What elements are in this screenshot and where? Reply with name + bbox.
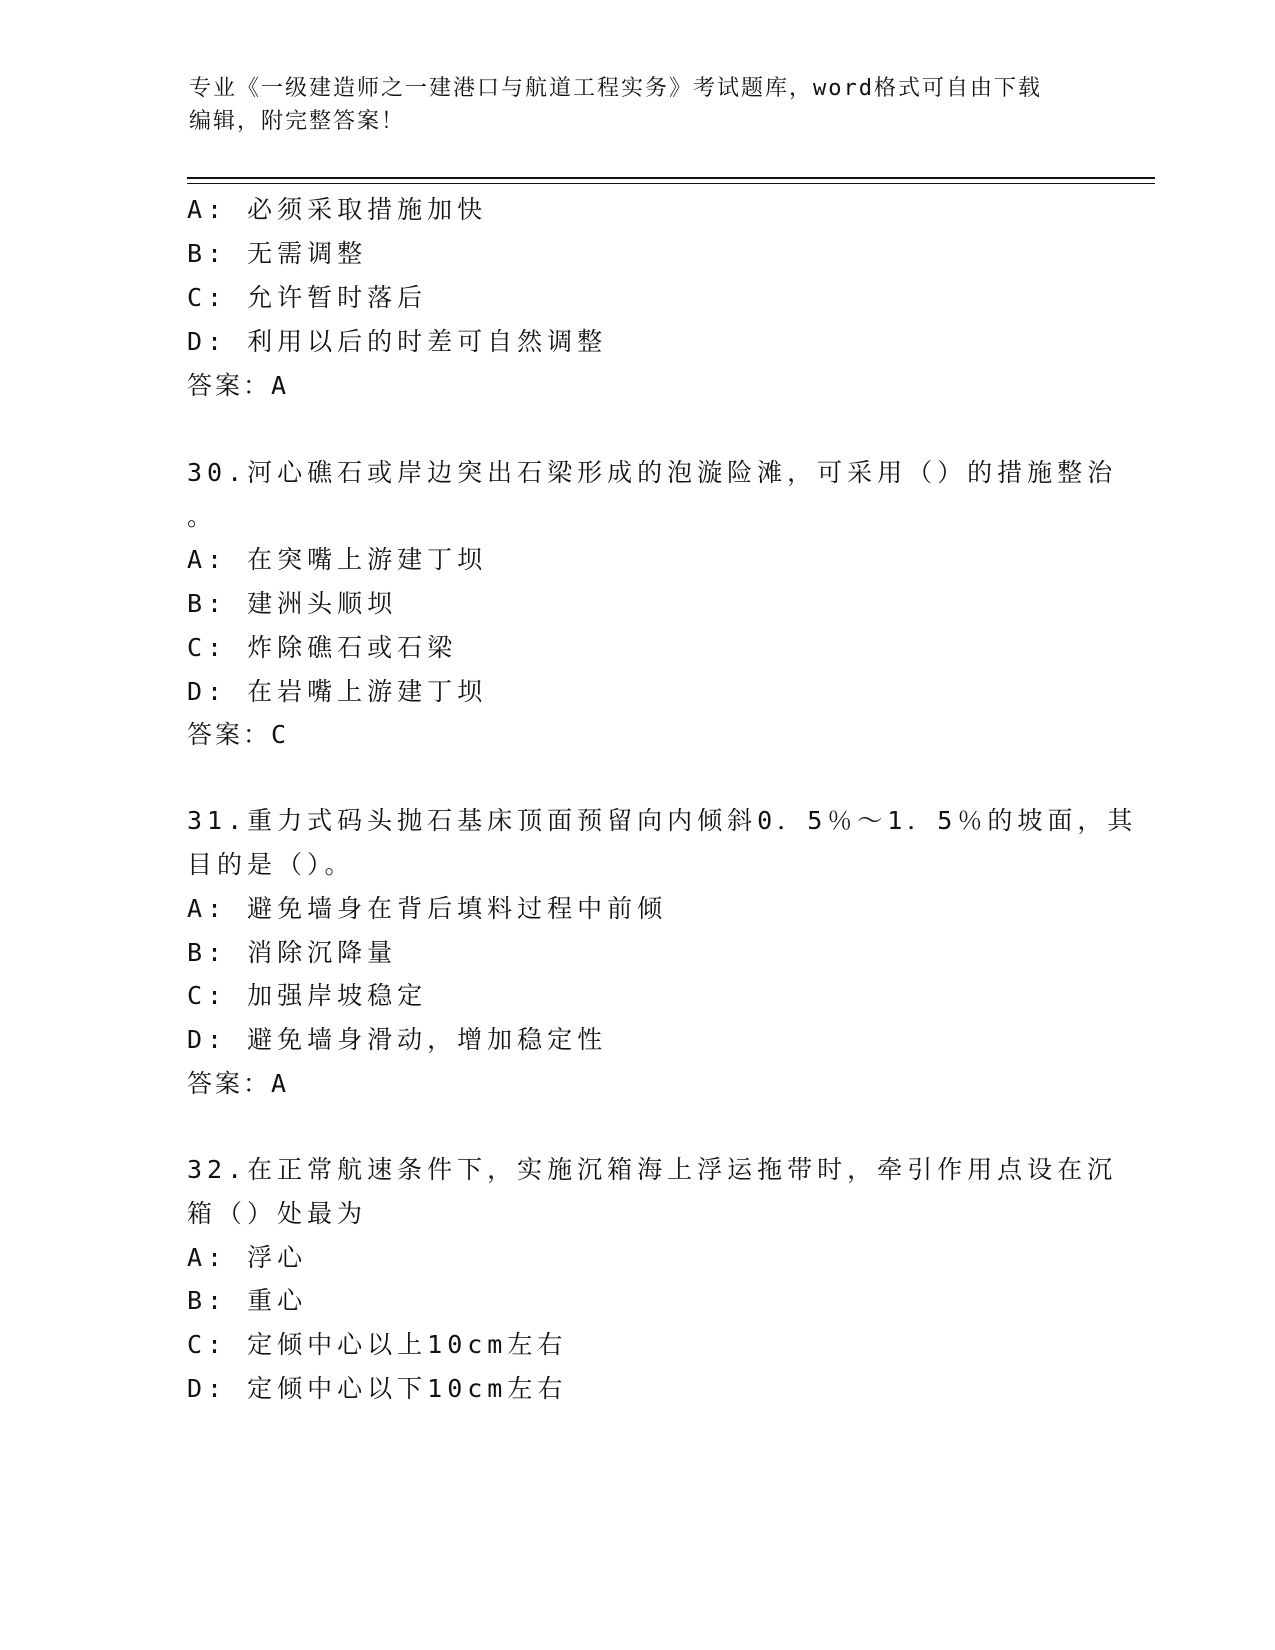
q32-stem-line-1: 32.在正常航速条件下，实施沉箱海上浮运拖带时，牵引作用点设在沉 bbox=[187, 1155, 1118, 1184]
q31-stem-line-2: 目的是（）。 bbox=[187, 850, 355, 879]
answer-value: C bbox=[271, 720, 290, 749]
q32-option-b: B: 重心 bbox=[187, 1286, 308, 1315]
document-header bbox=[189, 72, 1069, 138]
q30-option-d: D: 在岩嘴上游建丁坝 bbox=[187, 677, 488, 706]
q30-option-a: A: 在突嘴上游建丁坝 bbox=[187, 545, 488, 574]
header-line-1: 专业《一级建造师之一建港口与航道工程实务》考试题库，word格式可自由下载 bbox=[189, 76, 1042, 101]
q31-option-d: D: 避免墙身滑动，增加稳定性 bbox=[187, 1025, 608, 1054]
q31-option-a: A: 避免墙身在背后填料过程中前倾 bbox=[187, 894, 668, 923]
q31-option-b: B: 消除沉降量 bbox=[187, 938, 398, 967]
answer-label: 答案： bbox=[187, 1069, 272, 1098]
q30-stem-line-2: 。 bbox=[187, 502, 218, 531]
answer-value: A bbox=[271, 371, 290, 400]
q32-stem-line-2: 箱（）处最为 bbox=[187, 1199, 368, 1228]
header-rule-thin bbox=[187, 183, 1155, 184]
q30-stem-line-1: 30.河心礁石或岸边突出石梁形成的泡漩险滩，可采用（）的措施整治 bbox=[187, 458, 1118, 487]
q32-option-d: D: 定倾中心以下10cm左右 bbox=[187, 1374, 568, 1403]
q29-option-b: B: 无需调整 bbox=[187, 239, 368, 268]
q30-answer bbox=[187, 720, 289, 750]
header-rule-thick bbox=[187, 177, 1155, 179]
q29-option-c: C: 允许暂时落后 bbox=[187, 283, 428, 312]
q29-answer bbox=[187, 371, 289, 401]
q29-option-a: A: 必须采取措施加快 bbox=[187, 195, 488, 224]
q30-option-c: C: 炸除礁石或石梁 bbox=[187, 633, 458, 662]
q31-stem-line-1: 31.重力式码头抛石基床顶面预留向内倾斜0．5％～1．5％的坡面，其 bbox=[187, 806, 1138, 835]
q32-option-c: C: 定倾中心以上10cm左右 bbox=[187, 1330, 568, 1359]
q30-option-b: B: 建洲头顺坝 bbox=[187, 589, 398, 618]
header-line-2: 编辑，附完整答案！ bbox=[189, 109, 406, 134]
q32-option-a: A: 浮心 bbox=[187, 1243, 308, 1272]
answer-label: 答案： bbox=[187, 371, 272, 400]
answer-value: A bbox=[271, 1069, 290, 1098]
answer-label: 答案： bbox=[187, 720, 272, 749]
q31-answer bbox=[187, 1069, 289, 1099]
q31-option-c: C: 加强岸坡稳定 bbox=[187, 981, 428, 1010]
q29-option-d: D: 利用以后的时差可自然调整 bbox=[187, 327, 608, 356]
